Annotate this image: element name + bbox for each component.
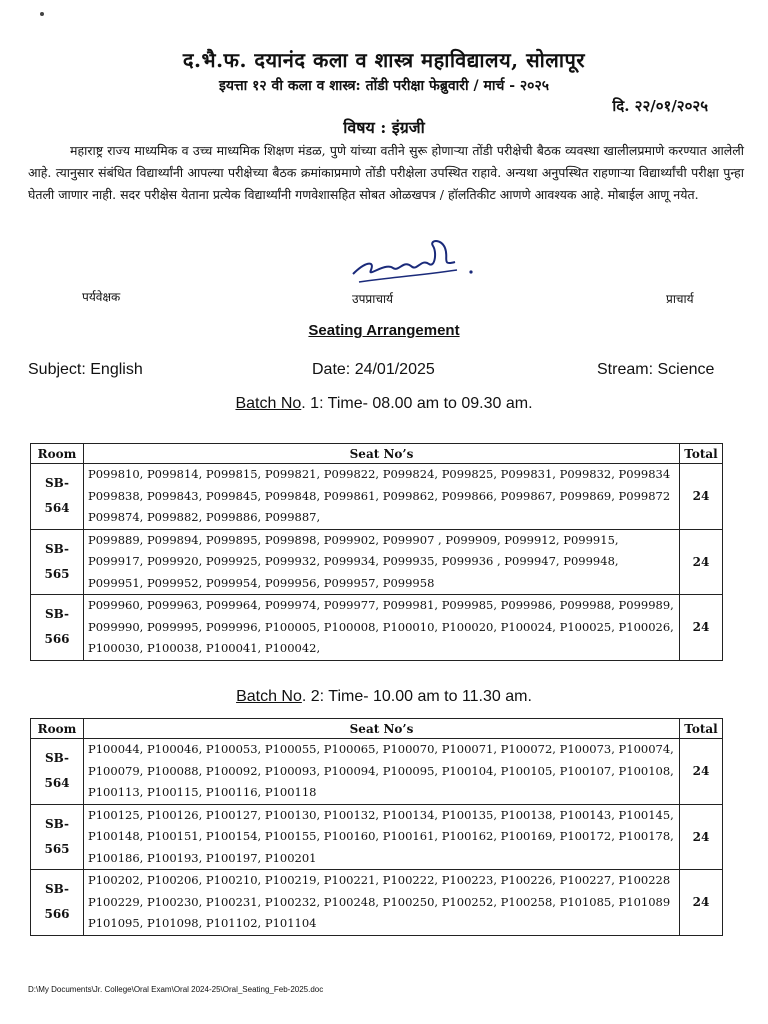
total-cell: 24 bbox=[680, 595, 723, 661]
marathi-subject: विषय : इंग्रजी bbox=[343, 118, 425, 137]
batch-1-heading: Batch No. 1: Time- 08.00 am to 09.30 am. bbox=[235, 395, 533, 412]
total-header: Total bbox=[680, 444, 723, 464]
seating-arrangement-title: Seating Arrangement bbox=[308, 322, 460, 339]
room-header: Room bbox=[31, 719, 84, 739]
file-path-footer: D:\My Documents\Jr. College\Oral Exam\Oral 2024-25\Oral_Seating_Feb-2025.doc bbox=[28, 985, 324, 994]
total-cell: 24 bbox=[680, 739, 723, 805]
marathi-date: दि. २२/०१/२०२५ bbox=[612, 97, 708, 115]
table-row bbox=[31, 595, 723, 661]
principal-label: प्राचार्य bbox=[666, 292, 694, 306]
seats-header: Seat No’s bbox=[84, 719, 680, 739]
college-name: द.भै.फ. दयानंद कला व शास्त्र महाविद्यालय, सोलापूर bbox=[182, 48, 586, 72]
room-cell: SB- 564 bbox=[31, 464, 84, 530]
table-row bbox=[31, 529, 723, 595]
room-header: Room bbox=[31, 444, 84, 464]
batch-2-heading: Batch No. 2: Time- 10.00 am to 11.30 am. bbox=[236, 688, 532, 705]
batch-1-table bbox=[30, 443, 723, 661]
stream-info: Stream: Science bbox=[597, 361, 715, 378]
table-row bbox=[31, 804, 723, 870]
seat-numbers-cell: P100125, P100126, P100127, P100130, P100132, P100134, P100135, P100138, P100143, P100145, P100148, P100151, P100154, P100155, P100160, P100161, P100162, P100169, P100172, P100178, P100186, P100193, P100197, P100201 bbox=[84, 804, 680, 870]
vice-principal-label: उपप्राचार्य bbox=[352, 292, 394, 306]
room-cell: SB- 565 bbox=[31, 529, 84, 595]
subject-info: Subject: English bbox=[28, 361, 143, 378]
room-cell: SB- 564 bbox=[31, 739, 84, 805]
table-row bbox=[31, 464, 723, 530]
notice-paragraph: महाराष्ट्र राज्य माध्यमिक व उच्च माध्यमिक शिक्षण मंडळ, पुणे यांच्या वतीने सुरू होणाऱ्या तोंडी परीक्षेची बैठक व्यवस्था खालीलप्रमाणे करण्यात आलेली आहे. त्यानुसार संबंधित विद्यार्थ्यांनी आपल्या परीक्षेच्या बैठक क्रमांकाप्रमाणे तोंडी परीक्षेला उपस्थित राहावे. अन्यथा अनुपस्थित राहणाऱ्या विद्यार्थ्यांची परीक्षा पुन्हा घेतली जाणार नाही. सदर परीक्षेस येताना प्रत्येक विद्यार्थ्यांनी गणवेशासहित सोबत ओळखपत्र / हॉलतिकीट आणणे आवश्यक आहे. मोबाईल आणू नयेत. bbox=[28, 143, 744, 202]
room-cell: SB- 565 bbox=[31, 804, 84, 870]
seat-numbers-cell: P099960, P099963, P099964, P099974, P099977, P099981, P099985, P099986, P099988, P099989, P099990, P099995, P099996, P100005, P100008, P100010, P100020, P100024, P100025, P100026, P100030, P100038, P100041, P100042, bbox=[84, 595, 680, 661]
room-cell: SB- 566 bbox=[31, 870, 84, 936]
seat-numbers-cell: P099889, P099894, P099895, P099898, P099902, P099907 , P099909, P099912, P099915, P099917, P099920, P099925, P099932, P099934, P099935, P099936 , P099947, P099948, P099951, P099952, P099954, P099956, P099957, P099958 bbox=[84, 529, 680, 595]
room-cell: SB- 566 bbox=[31, 595, 84, 661]
seat-numbers-cell: P099810, P099814, P099815, P099821, P099822, P099824, P099825, P099831, P099832, P099834 P099838, P099843, P099845, P099848, P099861, P099862, P099866, P099867, P099869, P099872 P099874, P099882, P099886, P099887, bbox=[84, 464, 680, 530]
date-info: Date: 24/01/2025 bbox=[312, 361, 435, 378]
supervisor-label: पर्यवेक्षक bbox=[82, 290, 121, 304]
total-cell: 24 bbox=[680, 870, 723, 936]
exam-line: इयत्ता १२ वी कला व शास्त्र: तोंडी परीक्षा फेब्रुवारी / मार्च - २०२५ bbox=[218, 78, 550, 94]
total-cell: 24 bbox=[680, 464, 723, 530]
table-row bbox=[31, 739, 723, 805]
total-header: Total bbox=[680, 719, 723, 739]
table-row bbox=[31, 870, 723, 936]
total-cell: 24 bbox=[680, 529, 723, 595]
batch-2-table bbox=[30, 718, 723, 936]
scan-speck bbox=[40, 12, 44, 16]
seat-numbers-cell: P100044, P100046, P100053, P100055, P100065, P100070, P100071, P100072, P100073, P100074, P100079, P100088, P100092, P100093, P100094, P100095, P100104, P100105, P100107, P100108, P100113, P100115, P100116, P100118 bbox=[84, 739, 680, 805]
total-cell: 24 bbox=[680, 804, 723, 870]
vice-principal-signature bbox=[345, 232, 485, 292]
seat-numbers-cell: P100202, P100206, P100210, P100219, P100221, P100222, P100223, P100226, P100227, P100228 P100229, P100230, P100231, P100232, P100248, P100250, P100252, P100258, P101085, P101089 P101095, P101098, P101102, P101104 bbox=[84, 870, 680, 936]
seats-header: Seat No’s bbox=[84, 444, 680, 464]
